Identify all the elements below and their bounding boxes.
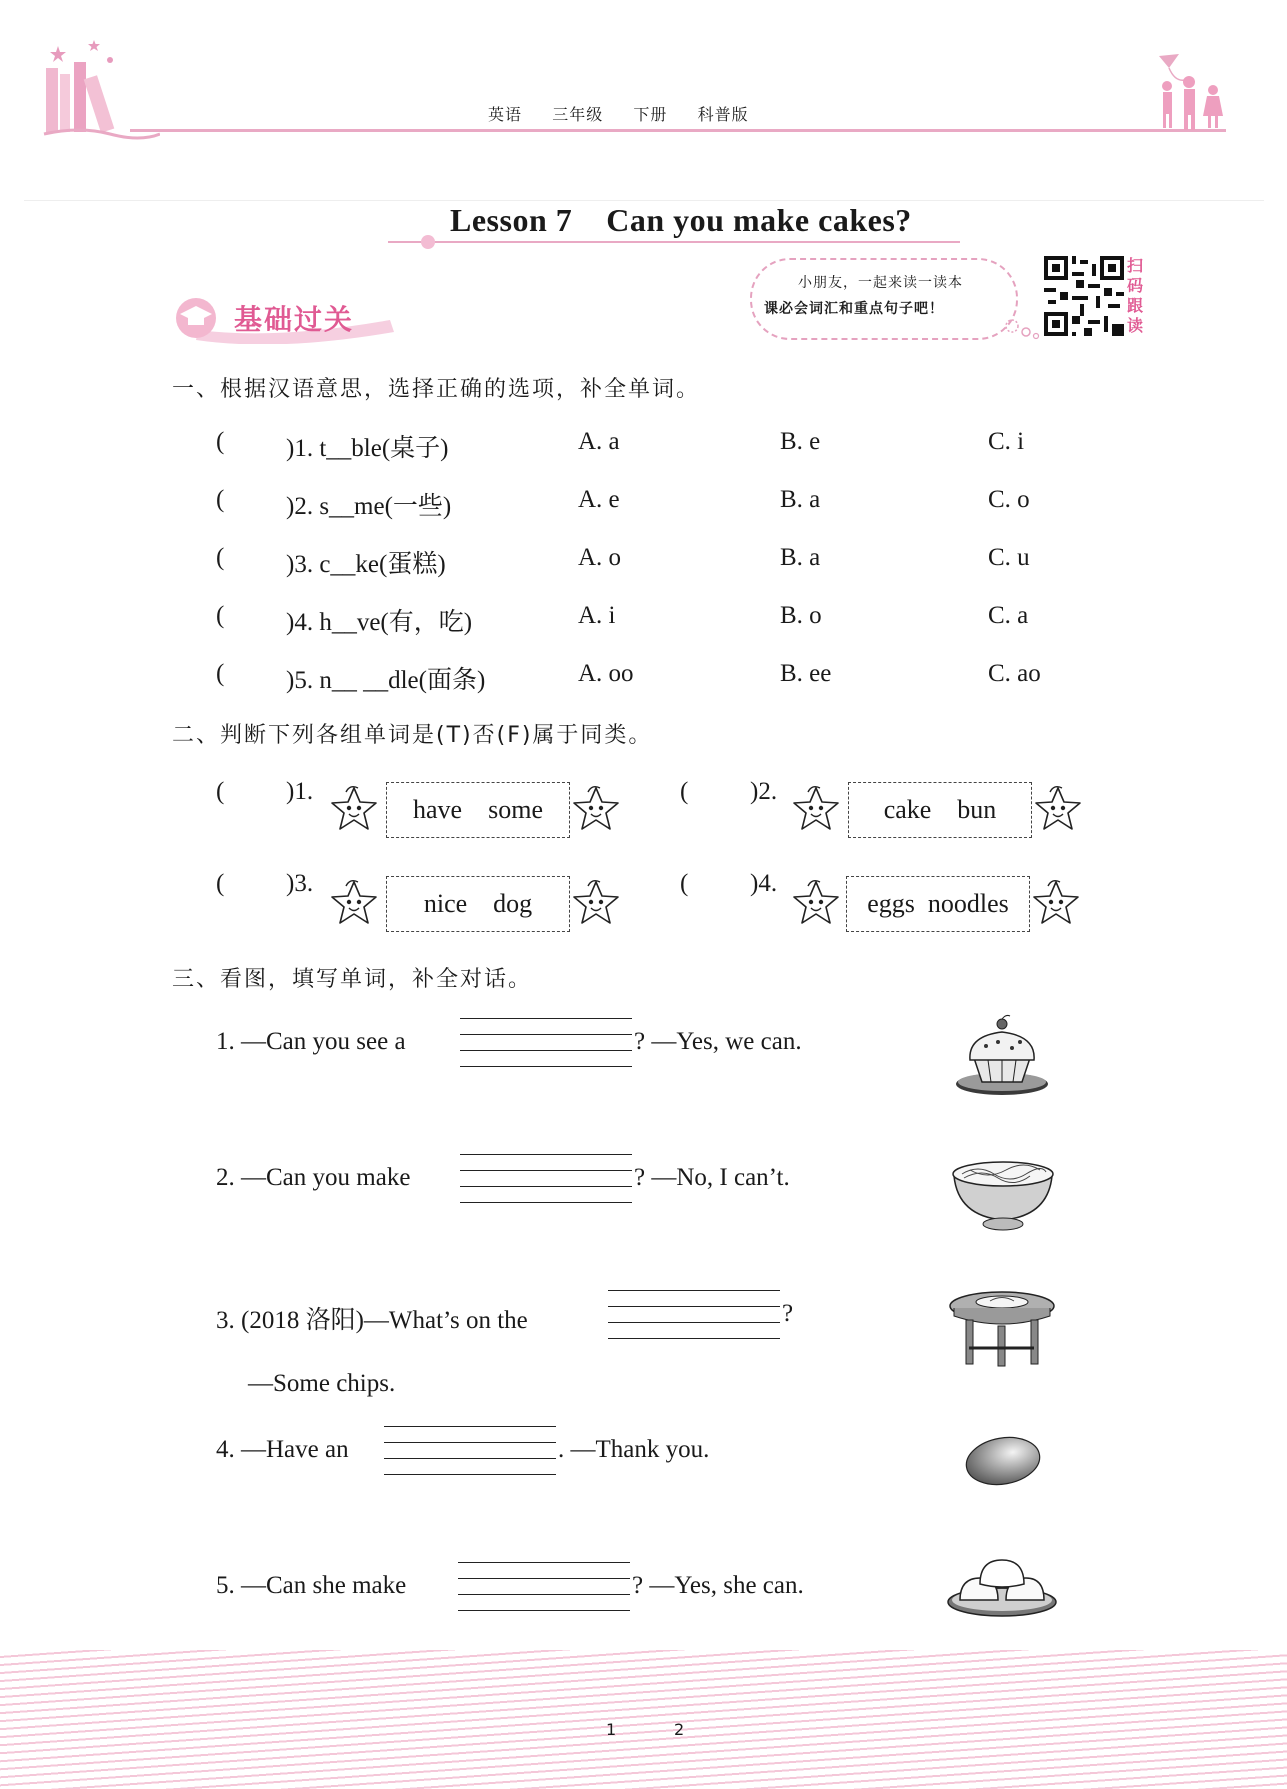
option-b[interactable]: B. a — [780, 544, 821, 571]
answer-paren[interactable]: ( — [216, 428, 225, 455]
children-kite-decoration — [1145, 52, 1235, 132]
option-a[interactable]: A. o — [578, 544, 622, 571]
option-a[interactable]: A. a — [578, 428, 620, 455]
star-character-icon — [790, 878, 842, 930]
option-c[interactable]: C. u — [988, 544, 1030, 571]
option-b[interactable]: B. a — [780, 486, 821, 513]
page-number-left: 1 — [606, 1720, 617, 1739]
answer-blank[interactable] — [460, 1018, 632, 1070]
word-pair-box: nice dog — [386, 876, 570, 932]
option-a[interactable]: A. oo — [578, 660, 634, 687]
word-pair-box: have some — [386, 782, 570, 838]
item-number: )1. — [286, 778, 314, 805]
header-volume: 下册 — [633, 105, 668, 124]
question-text: )4. h__ve(有，吃) — [286, 609, 473, 636]
star-character-icon — [328, 784, 380, 836]
dialogue-reply: ? — [782, 1300, 794, 1327]
header-subject: 英语 — [488, 105, 523, 124]
answer-paren[interactable]: ( — [216, 486, 225, 513]
dialogue-prompt: 2. —Can you make — [216, 1164, 411, 1191]
answer-blank[interactable] — [608, 1290, 780, 1342]
table-picture — [946, 1286, 1058, 1370]
answer-paren[interactable]: ( — [216, 870, 225, 897]
section-2-heading: 二、判断下列各组单词是(T)否(F)属于同类。 — [172, 723, 653, 748]
bubble-line-1: 小朋友，一起来读一读本 — [798, 275, 963, 291]
answer-paren[interactable]: ( — [216, 544, 225, 571]
noodle-bowl-picture — [948, 1154, 1058, 1234]
reading-tip-bubble — [750, 258, 1018, 340]
answer-blank[interactable] — [384, 1426, 556, 1478]
option-c[interactable]: C. o — [988, 486, 1030, 513]
lesson-title: Lesson 7 Can you make cakes? — [450, 202, 912, 238]
question-text: )2. s__me(一些) — [286, 493, 452, 520]
dialogue-prompt: 3. (2018 洛阳)—What’s on the — [216, 1307, 528, 1334]
star-character-icon — [1032, 784, 1084, 836]
header-grade: 三年级 — [552, 105, 604, 124]
question-text: )3. c__ke(蛋糕) — [286, 551, 446, 578]
dialogue-reply: . —Thank you. — [558, 1436, 710, 1463]
answer-blank[interactable] — [458, 1562, 630, 1614]
star-character-icon — [790, 784, 842, 836]
dialogue-answer-line: —Some chips. — [248, 1370, 396, 1397]
cupcake-picture — [952, 1012, 1052, 1102]
item-number: )4. — [750, 870, 778, 897]
question-text: )5. n__ __dle(面条) — [286, 667, 486, 694]
section-badge — [168, 290, 398, 344]
buns-picture — [944, 1550, 1060, 1620]
star-character-icon — [1030, 878, 1082, 930]
dialogue-prompt: 1. —Can you see a — [216, 1028, 406, 1055]
answer-blank[interactable] — [460, 1154, 632, 1206]
title-underline — [388, 234, 960, 252]
bubble-line-2: 课必会词汇和重点句子吧！ — [764, 301, 944, 317]
qr-label: 扫码跟读 — [1127, 256, 1144, 335]
option-c[interactable]: C. ao — [988, 660, 1041, 687]
header-rule — [130, 129, 1226, 132]
dialogue-reply: ? —Yes, she can. — [632, 1572, 804, 1599]
answer-paren[interactable]: ( — [216, 778, 225, 805]
section-3-heading: 三、看图，填写单词，补全对话。 — [172, 967, 533, 992]
option-b[interactable]: B. o — [780, 602, 822, 629]
section-1-heading: 一、根据汉语意思，选择正确的选项，补全单词。 — [172, 377, 701, 402]
egg-picture — [962, 1434, 1044, 1488]
answer-paren[interactable]: ( — [216, 660, 225, 687]
answer-paren[interactable]: ( — [216, 602, 225, 629]
star-character-icon — [570, 878, 622, 930]
option-a[interactable]: A. e — [578, 486, 620, 513]
option-b[interactable]: B. ee — [780, 660, 832, 687]
footer-stripes — [0, 1650, 1287, 1789]
dialogue-reply: ? —Yes, we can. — [634, 1028, 802, 1055]
star-character-icon — [570, 784, 622, 836]
item-number: )3. — [286, 870, 314, 897]
question-text: )1. t__ble(桌子) — [286, 435, 449, 462]
page-number-right: 2 — [674, 1720, 685, 1739]
dialogue-reply: ? —No, I can’t. — [634, 1164, 790, 1191]
answer-paren[interactable]: ( — [680, 778, 689, 805]
word-pair-box: cake bun — [848, 782, 1032, 838]
dialogue-prompt: 5. —Can she make — [216, 1572, 407, 1599]
word-pair-box: eggs noodles — [846, 876, 1030, 932]
badge-label: 基础过关 — [234, 303, 355, 336]
dialogue-prompt: 4. —Have an — [216, 1436, 349, 1463]
header-edition: 科普版 — [697, 105, 749, 124]
answer-paren[interactable]: ( — [680, 870, 689, 897]
qr-code-icon[interactable] — [1044, 256, 1124, 336]
option-c[interactable]: C. a — [988, 602, 1029, 629]
option-c[interactable]: C. i — [988, 428, 1025, 455]
option-a[interactable]: A. i — [578, 602, 616, 629]
star-character-icon — [328, 878, 380, 930]
item-number: )2. — [750, 778, 778, 805]
bubble-dots — [1004, 318, 1044, 340]
option-b[interactable]: B. e — [780, 428, 821, 455]
